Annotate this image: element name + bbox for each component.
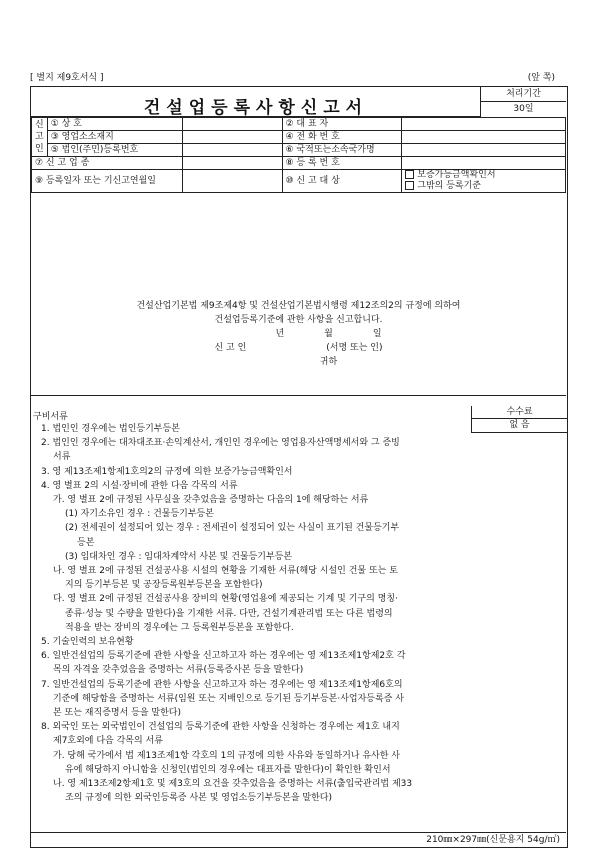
requirement-line: 4. 영 별표 2의 시설·장비에 관한 다음 각목의 서류 [41,480,238,491]
requirement-line: 3. 영 제13조제1항제1호의2의 규정에 의한 보증가능금액확인서 [41,466,293,477]
requirement-line: 나. 영 제13조제2항제1호 및 제3호의 요건을 갖추었음을 증명하는 서류(출입국관리법 제33 [53,779,413,789]
checkbox-icon[interactable] [405,181,414,190]
requirement-line: 나. 영 별표 2에 규정된 건설공사용 시설의 현황을 기재한 서류(해당 시설인 건물 또는 토 [53,566,398,576]
report-target-options [402,170,566,193]
option-guarantee[interactable]: 보증가능금액확인서 [405,170,562,181]
fee-label: 수수료 [472,406,567,419]
processing-period [481,87,566,117]
date-fields: 년 월 일 [275,329,382,339]
requirement-line: (3) 임대차인 경우 : 임대차계약서 사본 및 건물등기부등본 [65,551,293,562]
field-trade-name[interactable] [183,118,282,131]
label-trade-name: ① 상 호 [47,118,183,131]
field-registration-date[interactable] [183,170,282,193]
label-register-number: ⑧ 등 록 번 호 [282,157,402,170]
label-nationality: ⑥ 국적또는소속국가명 [282,144,402,157]
field-phone[interactable] [402,131,566,144]
field-business-type[interactable] [183,157,282,170]
field-register-number[interactable] [402,157,566,170]
requirement-line: 지의 등기부등본 및 공장등록원부등본을 포함한다) [65,580,263,591]
form-code: [ 별지 제9호서식 ] [30,73,104,83]
label-registration-number: ⑤ 법인(주민)등록번호 [47,144,183,157]
requirement-line: 2. 법인인 경우에는 대차대조표·손익계산서, 개인인 경우에는 영업용자산액명세서와 그 증빙 [41,438,400,449]
label-registration-date: ⑨ 등록일자 또는 기신고연월일 [32,170,183,193]
form-title: 건설업등록사항신고서 [143,98,369,118]
required-documents-heading: 구비서류 [33,412,68,422]
requirement-line: 기준에 해당함을 증명하는 서류(임원 또는 지배인으로 등기된 등기부등본·사업자등록증 사 [53,693,404,704]
requirement-line: 유에 해당하지 아니함을 신청인(법인의 경우에는 대표자를 말한다)이 확인한 확인서 [65,764,391,775]
processing-period-value: 30일 [513,104,534,114]
statement-line-1: 건설산업기본법 제9조제4항 및 건설산업기본법시행령 제12조의2의 규정에 의하여 [136,301,461,311]
requirement-line: 조의 규정에 의한 외국인등록증 사본 및 영업소등기부등본을 말한다) [65,793,332,804]
statement-line-2: 건설업등록기준에 관한 사항을 신고합니다. [214,315,383,325]
fee-box [471,406,567,433]
requirement-line: (1) 자기소유인 경우 : 건물등기부등본 [65,509,214,520]
paper-spec: 210㎜×297㎜(신문용지 54g/㎡) [31,832,566,847]
statement-block [31,299,566,369]
requirement-line: 종류·성능 및 수량을 말한다)을 기재한 서류. 다만, 건설기계관리법 또는 다른 법령의 [65,608,393,619]
title-box [31,87,481,117]
requirement-line: 6. 일반건설업의 등록기준에 관한 사항을 신고하고자 하는 경우에는 영 제13조제1항제2호 각 [41,651,406,662]
processing-period-label: 처리기간 [481,87,566,102]
label-phone: ④ 전 화 번 호 [282,131,402,144]
checkbox-icon[interactable] [405,170,414,179]
reporter-group-label: 신 고 인 [32,118,48,157]
field-nationality[interactable] [402,144,566,157]
divider [31,395,566,396]
form-header [30,70,565,84]
requirement-line: 5. 기술인력의 보유현황 [41,637,134,647]
requirement-line: 서류 [53,452,71,463]
recipient: 귀하 [319,357,338,367]
field-registration-number[interactable] [183,144,282,157]
requirement-line: 다. 영 별표 2에 규정된 건설공사용 장비의 현황(영업용에 제공되는 기계 및 기구의 명칭· [53,594,398,605]
label-representative: ② 대 표 자 [282,118,402,131]
requirement-line: 적용을 받는 장비의 경우에는 그 등록원부등본을 포함한다. [65,622,294,633]
label-report-target: ⑩ 신 고 대 상 [282,170,402,193]
label-business-type: ⑦ 신 고 업 종 [32,157,183,170]
requirement-line: 7. 일반건설업의 등록기준에 관한 사항을 신고하고자 하는 경우에는 영 제13조제1항제6호의 [41,679,403,690]
label-office-address: ③ 영업소소재지 [47,131,183,144]
requirement-line: 1. 법인인 경우에는 법인등기부등본 [41,424,180,434]
requirement-line: (2) 전세권이 설정되어 있는 경우 : 전세권이 설정되어 있는 사실이 표기된 건물등기부 [65,523,400,534]
field-office-address[interactable] [183,131,282,144]
requirement-line: 가. 당해 국가에서 법 제13조제1항 각호의 1의 규정에 의한 사유와 동일하거나 유사한 사 [53,750,400,761]
option-other-criteria[interactable]: 그밖의 등록기준 [405,181,562,192]
page-side: (앞 쪽) [527,73,555,83]
requirement-line: 등본 [77,537,95,548]
requirement-line: 목의 자격을 갖추었음을 증명하는 서류(등록증사본 등을 말한다) [53,665,304,676]
report-form [30,86,568,848]
requirement-line: 8. 외국인 또는 외국법인이 건설업의 등록기준에 관한 사항을 신청하는 경우에는 제1호 내지 [41,722,400,733]
fee-value: 없 음 [509,420,530,430]
field-representative[interactable] [402,118,566,131]
requirement-line: 본 또는 재직증명서 등을 말한다) [53,708,181,718]
info-table [31,117,566,193]
requirement-line: 가. 영 별표 2에 규정된 사무실을 갖추었음을 증명하는 다음의 1에 해당하는 서류 [53,495,369,505]
signer-line: 신 고 인 (서명 또는 인) [214,343,383,353]
requirement-line: 제7호외에 다음 각목의 서류 [53,736,163,747]
